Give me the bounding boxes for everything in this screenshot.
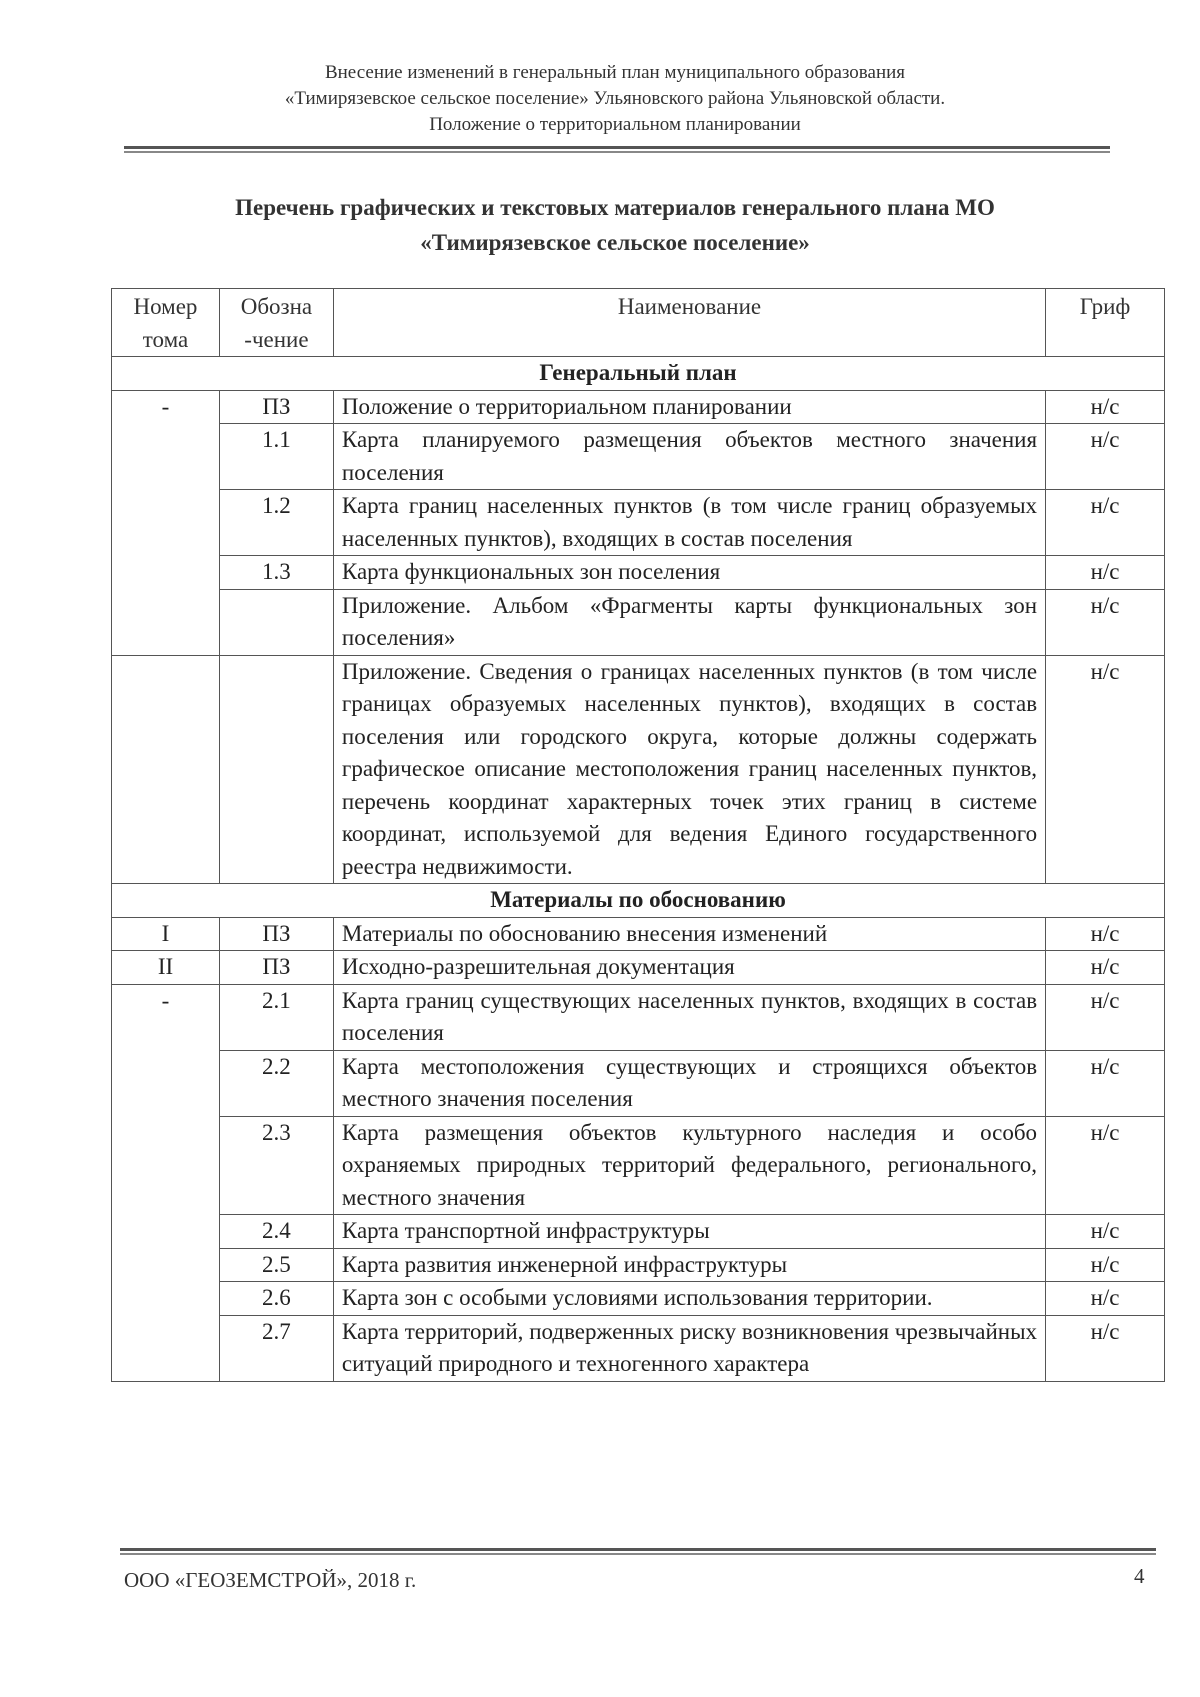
materials-table: [111, 288, 1165, 1382]
table-row: [112, 424, 1165, 490]
table-row: [112, 589, 1165, 655]
cell-stamp: н/с: [1046, 951, 1165, 985]
cell-name: Карта зон с особыми условиями использования территории.: [333, 1282, 1045, 1316]
table-row: [112, 1050, 1165, 1116]
cell-name: Карта функциональных зон поселения: [333, 556, 1045, 590]
table-row: [112, 984, 1165, 1050]
cell-name: Карта границ существующих населенных пунктов, входящих в состав поселения: [333, 984, 1045, 1050]
cell-name: Карта развития инженерной инфраструктуры: [333, 1248, 1045, 1282]
cell-code: 2.1: [219, 984, 333, 1050]
cell-name: Карта местоположения существующих и строящихся объектов местного значения поселения: [333, 1050, 1045, 1116]
section-title-general-plan: Генеральный план: [112, 357, 1165, 391]
footer-divider: [120, 1548, 1156, 1555]
cell-code: ПЗ: [219, 917, 333, 951]
cell-stamp: н/с: [1046, 589, 1165, 655]
table-row: [112, 1248, 1165, 1282]
cell-stamp: н/с: [1046, 490, 1165, 556]
table-row: [112, 1116, 1165, 1215]
cell-stamp: н/с: [1046, 390, 1165, 424]
cell-code: 2.5: [219, 1248, 333, 1282]
cell-stamp: н/с: [1046, 984, 1165, 1050]
cell-volume: II: [112, 951, 220, 985]
table-row: [112, 390, 1165, 424]
cell-name: Карта территорий, подверженных риску возникновения чрезвычайных ситуаций природного и техногенного характера: [333, 1315, 1045, 1381]
cell-name: Положение о территориальном планировании: [333, 390, 1045, 424]
cell-volume: I: [112, 917, 220, 951]
cell-code: 1.1: [219, 424, 333, 490]
cell-name: Карта транспортной инфраструктуры: [333, 1215, 1045, 1249]
cell-stamp: н/с: [1046, 1315, 1165, 1381]
cell-stamp: н/с: [1046, 1215, 1165, 1249]
cell-name: Карта границ населенных пунктов (в том числе границ образуемых населенных пунктов), входящих в состав поселения: [333, 490, 1045, 556]
cell-stamp: н/с: [1046, 1116, 1165, 1215]
table-row: [112, 1282, 1165, 1316]
col-header-stamp: Гриф: [1046, 289, 1165, 357]
cell-volume: [112, 655, 220, 884]
cell-name: Приложение. Сведения о границах населенных пунктов (в том числе границах образуемых населенных пунктов), входящих в состав поселения или городского округа, которые должны содержать графическое описание местоположения границ населенных пунктов, перечень координат характерных точек этих границ в системе координат, используемой для ведения Единого государственного реестра недвижимости.: [333, 655, 1045, 884]
header-line-3: Положение о территориальном планировании: [429, 114, 801, 135]
cell-stamp: н/с: [1046, 917, 1165, 951]
document-title: [120, 190, 1110, 260]
table-header-row: [112, 289, 1165, 357]
cell-code: 2.6: [219, 1282, 333, 1316]
table-row: [112, 917, 1165, 951]
cell-volume: -: [112, 984, 220, 1381]
footer-company: ООО «ГЕОЗЕМСТРОЙ», 2018 г.: [124, 1568, 417, 1592]
cell-name: Карта планируемого размещения объектов местного значения поселения: [333, 424, 1045, 490]
table-row: [112, 1215, 1165, 1249]
cell-name: Приложение. Альбом «Фрагменты карты функциональных зон поселения»: [333, 589, 1045, 655]
cell-code: 2.2: [219, 1050, 333, 1116]
cell-code: ПЗ: [219, 951, 333, 985]
header-line-2: «Тимирязевское сельское поселение» Ульяновского района Ульяновской области.: [284, 88, 946, 109]
header-line-1: Внесение изменений в генеральный план муниципального образования: [324, 62, 906, 83]
cell-stamp: н/с: [1046, 1248, 1165, 1282]
cell-name: Исходно-разрешительная документация: [333, 951, 1045, 985]
table-row: [112, 655, 1165, 884]
cell-code: 2.7: [219, 1315, 333, 1381]
section-row: [112, 884, 1165, 918]
cell-stamp: н/с: [1046, 424, 1165, 490]
table-row: [112, 951, 1165, 985]
table-row: [112, 1315, 1165, 1381]
col-header-volume: Номер тома: [112, 289, 220, 357]
cell-code: 1.2: [219, 490, 333, 556]
cell-stamp: н/с: [1046, 1050, 1165, 1116]
title-line-2: «Тимирязевское сельское поселение»: [420, 230, 810, 255]
cell-name: Карта размещения объектов культурного наследия и особо охраняемых природных территорий федерального, регионального, местного значения: [333, 1116, 1045, 1215]
cell-code: [219, 655, 333, 884]
cell-code: 2.4: [219, 1215, 333, 1249]
document-header: [120, 60, 1110, 138]
cell-code: [219, 589, 333, 655]
table-row: [112, 490, 1165, 556]
section-row: [112, 357, 1165, 391]
cell-code: 1.3: [219, 556, 333, 590]
cell-code: ПЗ: [219, 390, 333, 424]
table-row: [112, 556, 1165, 590]
cell-stamp: н/с: [1046, 556, 1165, 590]
cell-name: Материалы по обоснованию внесения изменений: [333, 917, 1045, 951]
cell-stamp: н/с: [1046, 1282, 1165, 1316]
page-number: 4: [1134, 1564, 1145, 1588]
header-divider: [124, 146, 1110, 153]
title-line-1: Перечень графических и текстовых материалов генерального плана МО: [235, 195, 995, 220]
col-header-code: Обозна -чение: [219, 289, 333, 357]
cell-volume: -: [112, 390, 220, 655]
section-title-justification: Материалы по обоснованию: [112, 884, 1165, 918]
cell-code: 2.3: [219, 1116, 333, 1215]
col-header-name: Наименование: [333, 289, 1045, 357]
cell-stamp: н/с: [1046, 655, 1165, 884]
